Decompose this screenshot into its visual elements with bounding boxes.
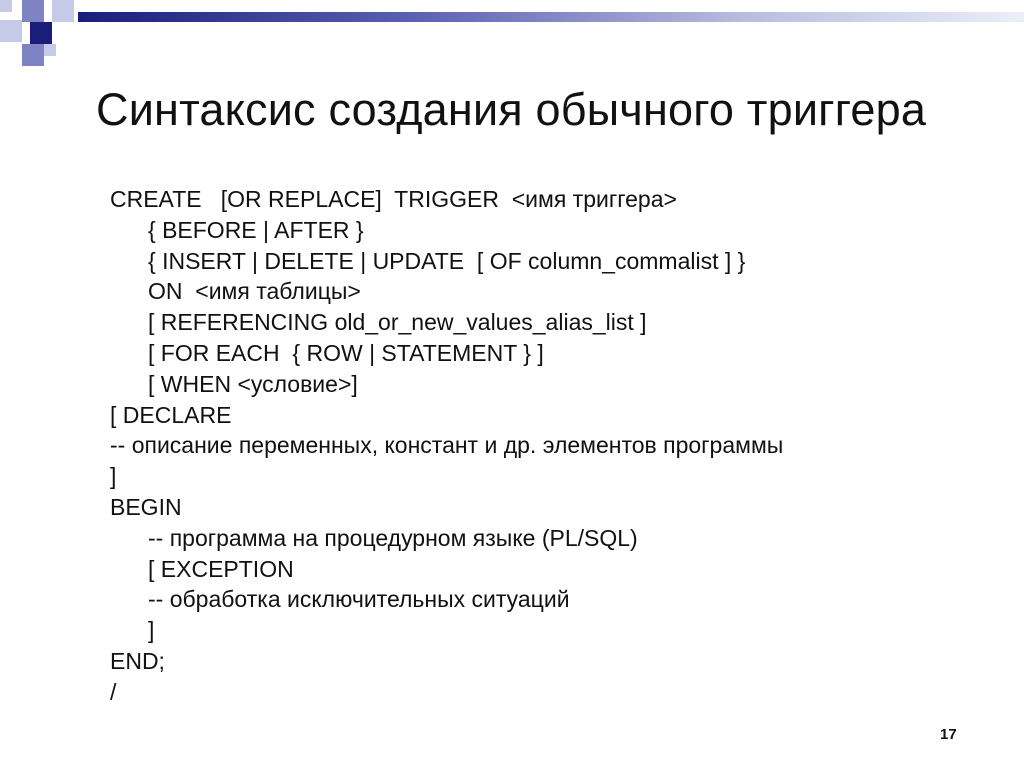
decorative-square xyxy=(30,22,52,44)
code-line: { BEFORE | AFTER } xyxy=(148,216,364,243)
code-line: -- обработка исключительных ситуаций xyxy=(148,586,570,613)
code-line: CREATE [OR REPLACE] TRIGGER <имя триггера> xyxy=(110,186,677,212)
page-number: 17 xyxy=(940,726,957,743)
code-line: -- программа на процедурном языке (PL/SQL) xyxy=(148,524,638,551)
code-line: [ WHEN <условие>] xyxy=(148,370,358,397)
code-line: BEGIN xyxy=(110,493,182,520)
code-line: [ FOR EACH { ROW | STATEMENT } ] xyxy=(148,339,544,366)
code-line: ON <имя таблицы> xyxy=(148,278,361,305)
code-line: [ DECLARE xyxy=(110,401,232,428)
code-line: / xyxy=(110,678,117,705)
slide-title: Синтаксис создания обычного триггера xyxy=(96,84,927,135)
decorative-square xyxy=(22,0,44,22)
code-line: -- описание переменных, констант и др. элементов программы xyxy=(110,432,784,459)
header-gradient-bar xyxy=(78,12,1024,22)
code-line: ] xyxy=(110,463,117,490)
decorative-square xyxy=(52,0,74,22)
code-block xyxy=(110,184,990,708)
decorative-square xyxy=(0,0,12,12)
code-line: [ EXCEPTION xyxy=(148,555,294,582)
decorative-square xyxy=(0,20,22,42)
code-line: ] xyxy=(148,617,155,644)
decorative-square xyxy=(44,44,56,56)
decorative-square xyxy=(22,44,44,66)
code-line: [ REFERENCING old_or_new_values_alias_list ] xyxy=(148,309,647,336)
code-line: { INSERT | DELETE | UPDATE [ OF column_commalist ] } xyxy=(148,247,746,274)
code-line: END; xyxy=(110,647,165,674)
